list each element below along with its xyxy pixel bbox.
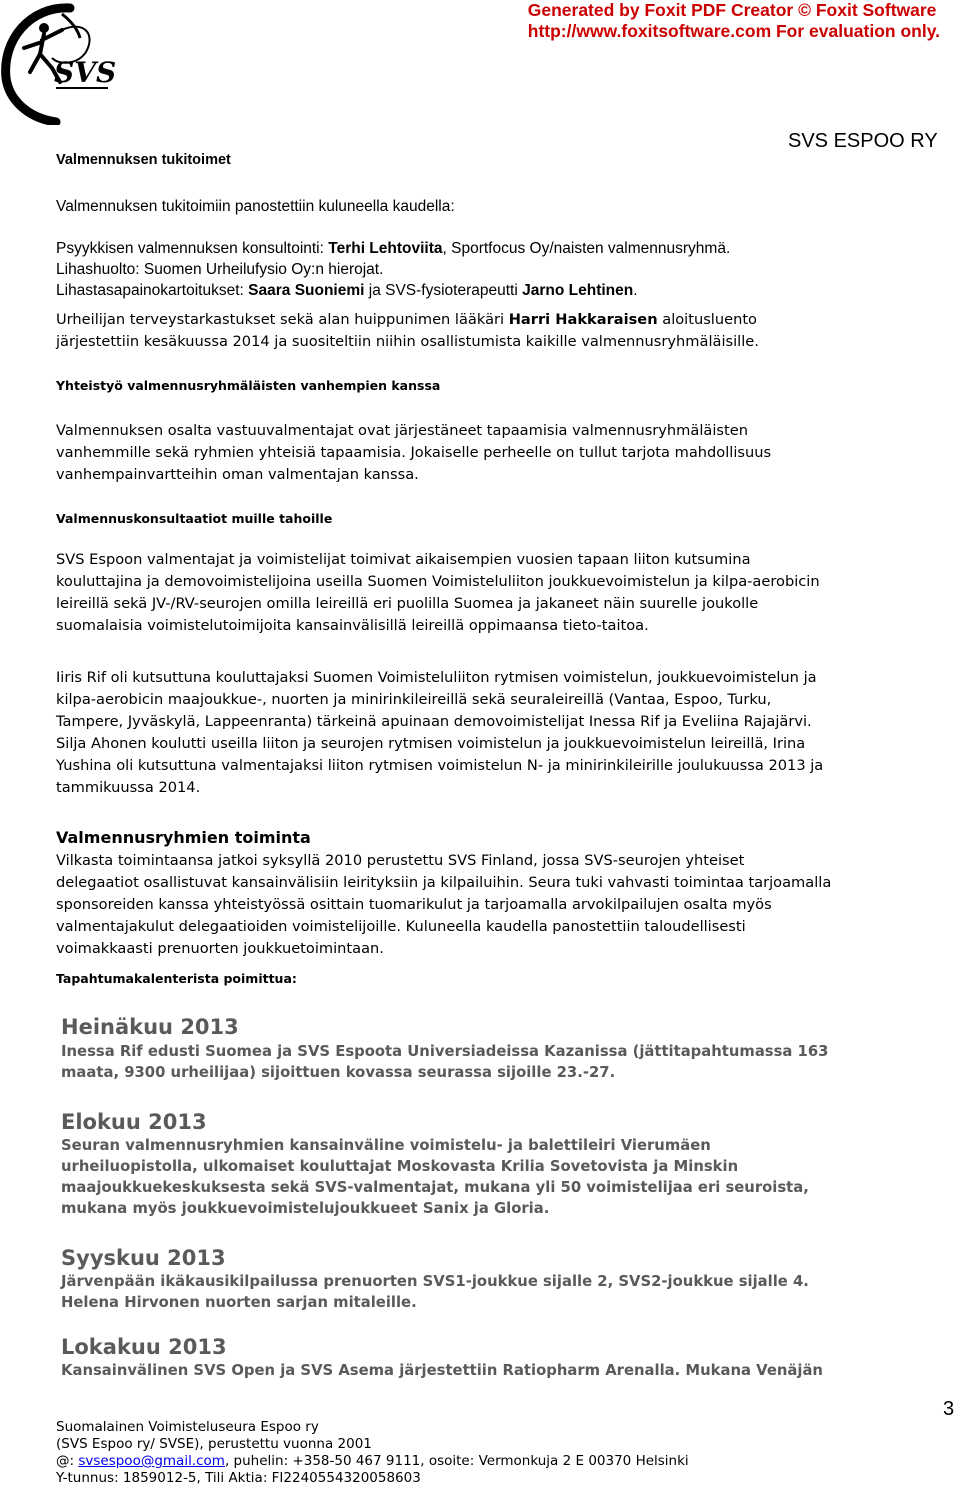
section-title-tukitoimet: Valmennuksen tukitoimet [56,152,231,168]
event-month-lokakuu: Lokakuu 2013 [61,1335,227,1359]
konsultaatiot-p1-line: leireillä sekä JV-/RV-seurojen omilla leireillä eri puolilla Suomea ja jakaneet näin suurelle joukolle [56,595,759,612]
watermark-line-2: http://www.foxitsoftware.com For evaluation only. [527,21,940,41]
konsultaatiot-p1-line: suomalaisia voimistelutoimijoita kansainvälisillä leireillä oppimaansa tieto-taitoa. [56,617,649,634]
event-text-heinakuu [61,1041,828,1083]
tukitoimet-line-5: järjestettiin kesäkuussa 2014 ja suositeltiin niihin osallistumista kaikille valmennusryhmäläisille. [56,333,759,350]
page-number: 3 [943,1398,955,1420]
tukitoimet-line-2: Lihashuolto: Suomen Urheilufysio Oy:n hierojat. [56,261,384,278]
event-line: Kansainvälinen SVS Open ja SVS Asema järjestettiin Ratiopharm Arenalla. Mukana Venäjän [61,1362,823,1379]
section-title-konsultaatiot: Valmennuskonsultaatiot muille tahoille [56,511,333,526]
calendar-title: Tapahtumakalenterista poimittua: [56,971,297,986]
event-month-heinakuu: Heinäkuu 2013 [61,1015,239,1039]
logo-text: SVS [54,56,117,89]
footer-line-2: (SVS Espoo ry/ SVSE), perustettu vuonna 2001 [56,1436,372,1452]
tukitoimet-health [56,309,946,353]
ryhmat-line: valmentajakulut delegaatioiden voimistelijoille. Kuluneella kaudella panostettiin taloudellisesti [56,918,746,935]
section-title-ryhmat: Valmennusryhmien toiminta [56,828,311,847]
konsultaatiot-p1-line: SVS Espoon valmentajat ja voimistelijat toimivat aikaisempien vuosien tapaan liiton kutsumina [56,551,751,568]
konsultaatiot-p1-line: kouluttajina ja demovoimistelijoina useilla Suomen Voimisteluliiton joukkuevoimistelun ja kilpa-aerobicin [56,573,820,590]
konsultaatiot-paragraph-2 [56,667,956,799]
yhteistyo-line-2: vanhemmille sekä ryhmien yhteisiä tapaamisia. Jokaiselle perheelle on tullut tarjota mahdollisuus [56,444,772,461]
tukitoimet-line-3: Lihastasapainokartoitukset: Saara Suoniemi ja SVS-fysioterapeutti Jarno Lehtinen. [56,282,638,299]
event-line: Järvenpään ikäkausikilpailussa prenuorten SVS1-joukkue sijalle 2, SVS2-joukkue sijalle 4. [61,1273,809,1290]
event-month-elokuu: Elokuu 2013 [61,1110,207,1134]
konsultaatiot-p2-line: Silja Ahonen koulutti useilla liiton ja seurojen rytmisen voimistelun ja joukkuevoimistelun leireillä, Irina [56,735,806,752]
yhteistyo-line-3: vanhempainvartteihin oman valmentajan kanssa. [56,466,419,483]
tukitoimet-line-1: Psyykkisen valmennuksen konsultointi: Terhi Lehtoviita, Sportfocus Oy/naisten valmennusryhmä. [56,240,731,257]
konsultaatiot-p2-line: Yushina oli kutsuttuna valmentajaksi liiton rytmisen voimistelun N- ja minirinkileirille joulukuussa 2013 ja [56,757,824,774]
konsultaatiot-p2-line: Tampere, Jyväskylä, Lappeenranta) tärkeinä apuinaan demovoimistelijat Inessa Rif ja Eveliina Rajajärvi. [56,713,812,730]
footer-line-4: Y-tunnus: 1859012-5, Tili Aktia: FI2240554320058603 [56,1470,421,1486]
footer [56,1419,916,1487]
svs-logo [0,0,120,125]
yhteistyo-line-1: Valmennuksen osalta vastuuvalmentajat ovat järjestäneet tapaamisia valmennusryhmäläisten [56,422,748,439]
organization-name: SVS ESPOO RY [788,130,938,152]
ryhmat-line: Vilkasta toimintaansa jatkoi syksyllä 2010 perustettu SVS Finland, jossa SVS-seurojen yhteiset [56,852,745,869]
tukitoimet-intro: Valmennuksen tukitoimiin panostettiin kuluneella kaudella: [56,198,455,215]
event-text-elokuu [61,1135,809,1219]
ryhmat-line: sponsoreiden kanssa yhteistyössä osittain tuomarikulut ja tarjoamalla arvokilpailujen osalta myös [56,896,772,913]
event-text-syyskuu [61,1271,809,1313]
event-text-lokakuu [61,1360,823,1381]
footer-line-3: @: svsespoo@gmail.com, puhelin: +358-50 467 9111, osoite: Vermonkuja 2 E 00370 Helsinki [56,1453,689,1469]
event-line: Seuran valmennusryhmien kansainväline voimistelu- ja balettileiri Vierumäen [61,1137,711,1154]
event-line: Helena Hirvonen nuorten sarjan mitaleille. [61,1294,417,1311]
event-month-syyskuu: Syyskuu 2013 [61,1246,226,1270]
email-link[interactable]: svsespoo@gmail.com [78,1453,225,1469]
event-line: maajoukkuekeskuksesta sekä SVS-valmentajat, mukana yli 50 voimistelijaa eri seuroista, [61,1179,809,1196]
event-line: maata, 9300 urheilijaa) sijoittuen kovassa seurassa sijoille 23.-27. [61,1064,616,1081]
section-title-yhteistyo: Yhteistyö valmennusryhmäläisten vanhempien kanssa [56,378,441,393]
yhteistyo-paragraph [56,420,946,486]
konsultaatiot-p2-line: kilpa-aerobicin maajoukkue-, nuorten ja minirinkileireillä sekä seuraleireillä (Vantaa, Espoo, Turku, [56,691,772,708]
konsultaatiot-p2-line: tammikuussa 2014. [56,779,201,796]
foxit-watermark [528,0,940,42]
konsultaatiot-paragraph-1 [56,549,956,637]
konsultaatiot-p2-line: Iiris Rif oli kutsuttuna kouluttajaksi Suomen Voimisteluliiton rytmisen voimistelun, joukkuevoimistelun ja [56,669,817,686]
event-line: Inessa Rif edusti Suomea ja SVS Espoota Universiadeissa Kazanissa (jättitapahtumassa 163 [61,1043,829,1060]
tukitoimet-line-4: Urheilijan terveystarkastukset sekä alan huippunimen lääkäri Harri Hakkaraisen aloitusluento [56,311,757,328]
event-line: mukana myös joukkuevoimistelujoukkueet Sanix ja Gloria. [61,1200,550,1217]
footer-line-1: Suomalainen Voimisteluseura Espoo ry [56,1419,319,1435]
ryhmat-line: voimakkaasti prenuorten joukkuetoimintaan. [56,940,384,957]
event-line: urheiluopistolla, ulkomaiset kouluttajat Moskovasta Krilia Sovetovista ja Minskin [61,1158,739,1175]
ryhmat-paragraph [56,850,956,960]
watermark-line-1: Generated by Foxit PDF Creator © Foxit Software [527,0,937,20]
tukitoimet-list [56,238,946,301]
ryhmat-line: delegaatiot osallistuvat kansainvälisiin leirityksiin ja kilpailuihin. Seura tuki vahvasti toimintaa tarjoamalla [56,874,832,891]
